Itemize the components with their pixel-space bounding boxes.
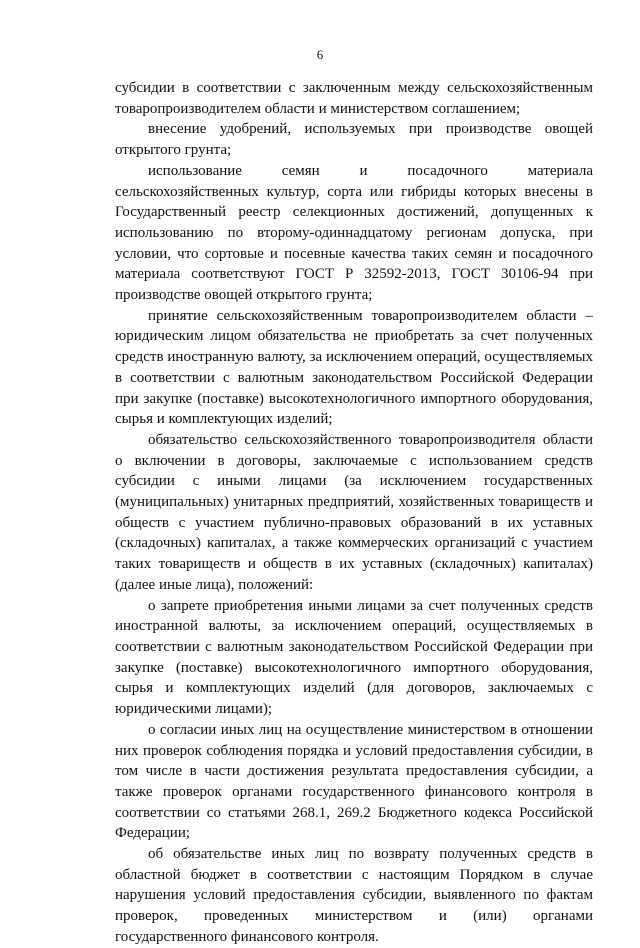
document-body	[115, 78, 593, 948]
paragraph: использование семян и посадочного материала сельскохозяйственных культур, сорта или гибриды которых внесены в Государственный реестр селекционных достижений, допущенных к использованию по второму-одиннадцатому регионам допуска, при условии, что сортовые и посевные качества таких семян и посадочного материала соответствуют ГОСТ Р 32592-2013, ГОСТ 30106-94 при производстве овощей открытого грунта;	[115, 162, 593, 304]
paragraph: о согласии иных лиц на осуществление министерством в отношении них проверок соблюдения порядка и условий предоставления субсидии, в том числе в части достижения результата предоставления субсидии, а также проверок органами государственного финансового контроля в соответствии со статьями 268.1, 269.2 Бюджетного кодекса Российской Федерации;	[115, 721, 593, 842]
paragraph: субсидии в соответствии с заключенным между сельскохозяйственным товаропроизводителем области и министерством соглашением;	[115, 80, 593, 117]
paragraph: обязательство сельскохозяйственного товаропроизводителя области о включении в договоры, заключаемые с использованием средств субсидии с иными лицами (за исключением государственных (муниципальных) унитарных предприятий, хозяйственных товариществ и обществ с участием публично-правовых образований в их уставных (складочных) капиталах, а также коммерческих организаций с участием таких товариществ и обществ в их уставных (складочных) капиталах) (далее иные лица), положений:	[115, 431, 593, 593]
paragraph: принятие сельскохозяйственным товаропроизводителем области – юридическим лицом обязательства не приобретать за счет полученных средств иностранную валюту, за исключением операций, осуществляемых в соответствии с валютным законодательством Российской Федерации при закупке (поставке) высокотехнологичного импортного оборудования, сырья и комплектующих изделий;	[115, 307, 593, 428]
page-number: 6	[316, 47, 324, 62]
paragraph: об обязательстве иных лиц по возврату полученных средств в областной бюджет в соответствии с настоящим Порядком в случае нарушения условий предоставления субсидии, выявленного по фактам проверок, проведенных министерством и (или) органами государственного финансового контроля.	[115, 846, 593, 945]
paragraph: внесение удобрений, используемых при производстве овощей открытого грунта;	[115, 121, 593, 159]
paragraph: о запрете приобретения иными лицами за счет полученных средств иностранной валюты, за исключением операций, осуществляемых в соответствии с валютным законодательством Российской Федерации при закупке (поставке) высокотехнологичного импортного оборудования, сырья и комплектующих изделий (для договоров, заключаемых с юридическими лицами);	[115, 597, 593, 718]
